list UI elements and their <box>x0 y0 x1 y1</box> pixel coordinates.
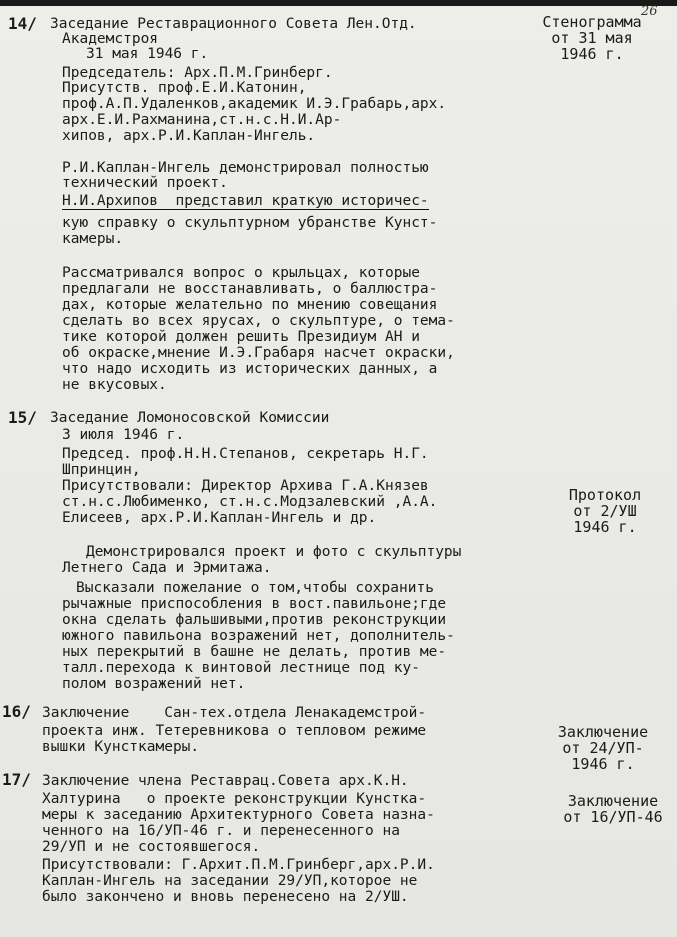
entry-line: Каплан-Ингель на заседании 29/УП,которое не <box>42 873 418 889</box>
entry-line: Халтурина о проекте реконструкции Кунстка- <box>42 791 427 807</box>
paragraph-line: окна сделать фальшивыми,против реконструкции <box>62 612 447 628</box>
entry-line: Присутствовали: Директор Архива Г.А.Князев <box>62 478 429 494</box>
paragraph-line: дах, которые желательно по мнению совещания <box>62 297 438 313</box>
paragraph-line: предлагали не восстанавливать, о баллюстра- <box>62 281 438 297</box>
paragraph-line: южного павильона возражений нет, дополнитель- <box>62 628 455 644</box>
item-number: 16/ <box>2 702 31 721</box>
entry-line: было закончено и вновь перенесено на 2/УШ. <box>42 889 409 905</box>
entry-line: Заключение Сан-тех.отдела Ленакадемстрой- <box>42 705 427 721</box>
side-note-line: от 2/УШ <box>573 502 637 520</box>
paragraph-line: рычажные приспособления в вост.павильоне;где <box>62 596 447 612</box>
entry-line: 29/УП и не состоявшегося. <box>42 839 261 855</box>
entry-line: Заседание Реставрационного Совета Лен.Отд. <box>50 16 417 32</box>
side-note-line: от 24/УП- <box>562 739 644 757</box>
entry-line: арх.Е.И.Рахманина,ст.н.с.Н.И.Ар- <box>62 112 342 128</box>
entry-line: проекта инж. Тетеревникова о тепловом режиме <box>42 723 427 739</box>
paragraph-line: не вкусовых. <box>62 377 167 393</box>
paragraph-line: Демонстрировался проект и фото с скульптуры <box>86 544 462 560</box>
paragraph-line: сделать во всех ярусах, о скульптуре, о тема- <box>62 313 455 329</box>
entry-line: Присутств. проф.Е.И.Катонин, проф.А.П.Удаленков,академик И.Э.Грабарь,арх. <box>62 80 447 112</box>
page-number: 26 <box>641 4 658 19</box>
item-number: 15/ <box>8 408 37 427</box>
entry-line: вышки Кунсткамеры. <box>42 739 200 755</box>
side-note <box>527 14 657 62</box>
paragraph-line: кую справку о скульптурном убранстве Кунст- <box>62 215 438 231</box>
item-number: 17/ <box>2 770 31 789</box>
side-note <box>538 724 668 772</box>
side-note-line: 1946 г. <box>573 518 637 536</box>
entry-line: Присутствовали: Г.Архит.П.М.Гринберг,арх.Р.И. <box>42 857 435 873</box>
entry-line: Заседание Ломоносовской Комиссии <box>50 410 330 426</box>
entry-date: 31 мая 1946 г. <box>86 46 209 62</box>
paragraph-line: тике которой должен решить Президиум АН и <box>62 329 420 345</box>
side-note-line: 1946 г. <box>560 45 624 63</box>
paragraph-line: Рассматривался вопрос о крыльцах, которые <box>62 265 420 281</box>
paragraph-line: талл.перехода к винтовой лестнице под ку- <box>62 660 420 676</box>
paragraph-line: Р.И.Каплан-Ингель демонстрировал полностью <box>62 160 429 176</box>
side-note-line: Заключение <box>557 723 649 741</box>
side-note-line: от 16/УП-46 <box>563 808 663 826</box>
paragraph-line: ных перекрытий в башне не делать, против ме- <box>62 644 447 660</box>
entry-line: Академстроя <box>62 31 159 47</box>
entry-line: меры к заседанию Архитектурного Совета назна- <box>42 807 435 823</box>
entry-line: ченного на 16/УП-46 г. и перенесенного на <box>42 823 400 839</box>
paragraph-line: полом возражений нет. <box>62 676 246 692</box>
side-note-line: от 31 мая <box>551 29 633 47</box>
paragraph-line: Высказали пожелание о том,чтобы сохранить <box>76 580 434 596</box>
side-note <box>540 487 670 535</box>
entry-line: Елисеев, арх.Р.И.Каплан-Ингель и др. <box>62 510 377 526</box>
side-note-line: Заключение <box>567 792 659 810</box>
paragraph-line: об окраске,мнение И.Э.Грабаря насчет окраски, <box>62 345 455 361</box>
entry-line: Шпринцин, <box>62 462 141 478</box>
entry-line: Председ. проф.Н.Н.Степанов, секретарь Н.Г. <box>62 446 429 462</box>
side-note-line: Протокол <box>568 486 642 504</box>
paragraph-line: что надо исходить из исторических данных, а <box>62 361 438 377</box>
side-note-line: Стенограмма <box>542 13 642 31</box>
side-note <box>548 793 677 825</box>
paragraph-line: камеры. <box>62 231 124 247</box>
paragraph-line: Н.И.Архипов представил краткую историчес- <box>62 193 429 209</box>
entry-date: 3 июля 1946 г. <box>62 427 185 443</box>
entry-line: Председатель: Арх.П.М.Гринберг. <box>62 65 333 81</box>
entry-line: ст.н.с.Любименко, ст.н.с.Модзалевский ,А.А. <box>62 494 438 510</box>
entry-line: Заключение члена Реставрац.Совета арх.К.Н. <box>42 773 409 789</box>
paragraph-line: технический проект. <box>62 175 228 191</box>
scan-edge <box>0 0 677 6</box>
side-note-line: 1946 г. <box>571 755 635 773</box>
item-number: 14/ <box>8 14 37 33</box>
paragraph-line: Летнего Сада и Эрмитажа. <box>62 560 272 576</box>
entry-line: хипов, арх.Р.И.Каплан-Ингель. <box>62 128 316 144</box>
